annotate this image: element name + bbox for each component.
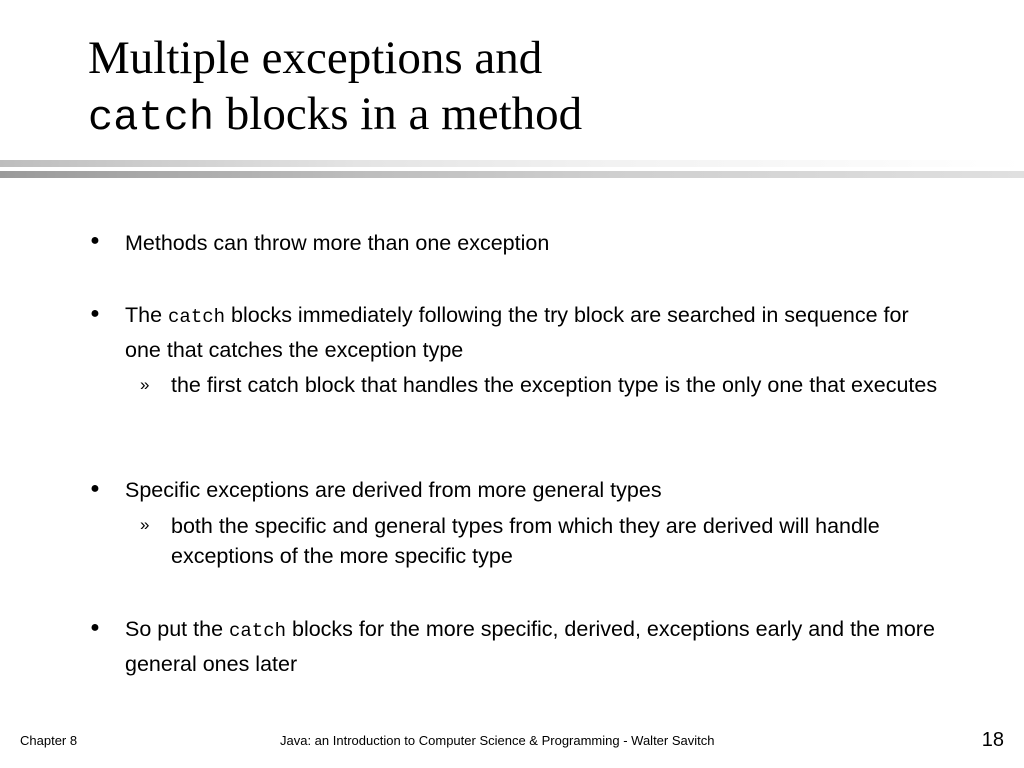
bullet-item-2 [125, 299, 945, 367]
bullet-item-4 [125, 613, 945, 681]
footer-course-title: Java: an Introduction to Computer Science & Programming - Walter Savitch [280, 733, 715, 748]
title-line-2-text: blocks in a method [214, 88, 583, 140]
page-number: 18 [981, 729, 1004, 751]
bullet-item-2-code: catch [168, 306, 226, 328]
sub-bullet-item-1: the first catch block that handles the exception type is the only one that executes [171, 373, 938, 397]
bullet-item-2-suffix: blocks immediately following the try block are searched in sequence for one that catches the exception type [125, 303, 909, 362]
sub-bullet-chevron-icon: » [140, 515, 150, 534]
bullet-item-2-prefix: The [125, 303, 169, 327]
slide-title-line-1: Multiple exceptions and [88, 32, 543, 84]
bullet-item-4-code: catch [229, 620, 287, 642]
sub-bullet-chevron-icon: » [140, 375, 150, 394]
bullet-dot-icon: ● [90, 232, 100, 249]
footer-chapter: Chapter 8 [20, 733, 78, 748]
bullet-item-4-prefix: So put the [125, 617, 229, 641]
bullet-dot-icon: ● [90, 480, 100, 497]
title-code-keyword: catch [88, 94, 215, 142]
bullet-dot-icon: ● [90, 305, 100, 322]
bullet-item-3: Specific exceptions are derived from more general types [125, 478, 662, 502]
bullet-item-4-suffix: blocks for the more specific, derived, exceptions early and the more general ones later [125, 617, 935, 676]
sub-bullet-item-2: both the specific and general types from which they are derived will handle exceptions of the more specific type [171, 514, 880, 568]
bullet-dot-icon: ● [90, 619, 100, 636]
bullet-item-1: Methods can throw more than one exception [125, 231, 550, 255]
